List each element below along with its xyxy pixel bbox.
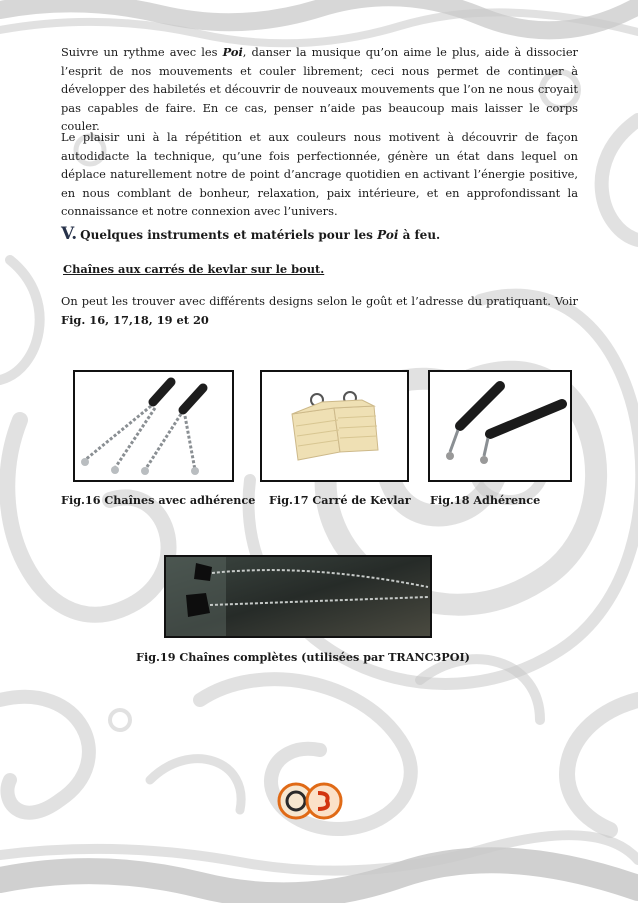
section-number: V. (61, 224, 78, 244)
subheading-kevlar-chains: Chaînes aux carrés de kevlar sur le bout. (63, 262, 325, 276)
section-title-end: à feu. (398, 228, 441, 242)
photo-grip-handles (428, 370, 572, 482)
paragraph-designs (61, 292, 578, 329)
paragraph-rhythm (61, 43, 578, 136)
photo-chains-with-handles (73, 370, 234, 482)
poi-emphasis: Poi (222, 45, 243, 59)
section-heading (61, 224, 440, 244)
figure-reference: Fig. 16, 17,18, 19 et 20 (61, 312, 209, 327)
paragraph-text: Suivre un rythme avec les (61, 45, 223, 59)
tranc3poi-logo-icon (277, 782, 343, 820)
paragraph-text: On peut les trouver avec différents designs selon le goût et l’adresse du pratiquant. Voir (61, 294, 578, 308)
caption-fig17: Fig.17 Carré de Kevlar (269, 493, 411, 507)
section-title: Quelques instruments et matériels pour les (80, 228, 378, 242)
caption-fig19: Fig.19 Chaînes complètes (utilisées par TRANC3POI) (136, 650, 470, 664)
photo-kevlar-squares (260, 370, 409, 482)
section-title-poi: Poi (377, 228, 399, 242)
paragraph-text: , danser la musique qu’on aime le plus, aide à dissocier l’esprit de nos mouvements et couler librement; ceci nous permet de continuer à développer des habiletés et découvrir de nouveaux mouvements que l’on ne nous croyait pas capables de faire. En ce cas, penser n’aide pas beaucoup mais laisser le corps couler. (61, 45, 579, 134)
photo-complete-chains (164, 555, 432, 638)
caption-fig16: Fig.16 Chaînes avec adhérence (61, 493, 256, 507)
paragraph-pleasure: Le plaisir uni à la répétition et aux couleurs nous motivent à découvrir de façon autodidacte la technique, qu’une fois perfectionnée, génère un état dans lequel on déplace naturellement notre de point d’ancrage quotidien en activant l’énergie positive, en nous comblant de bonheur, relaxation, paix intérieure, et en approfondissant la connaissance et notre connexion avec l’univers. (61, 130, 578, 219)
caption-fig18: Fig.18 Adhérence (430, 493, 541, 507)
